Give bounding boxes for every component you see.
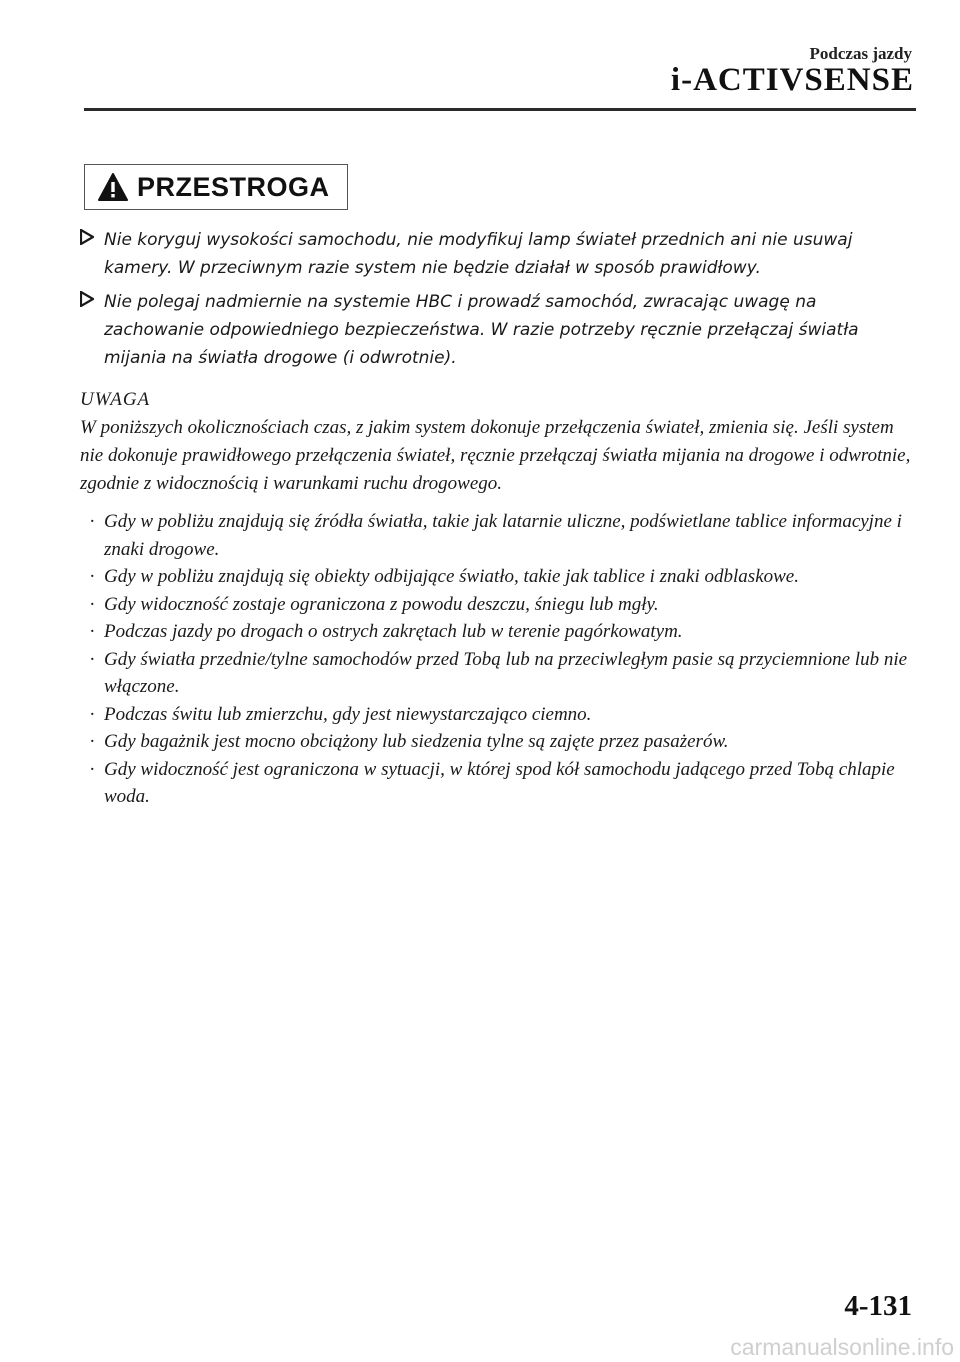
bullet-dot-icon: · [89,566,95,587]
list-item: · Gdy w pobliżu znajdują się źródła światła, takie jak latarnie uliczne, podświetlane tablice informacyjne i znaki drogowe. [80,508,920,563]
caution-list [76,226,916,378]
list-item: · Gdy bagażnik jest mocno obciążony lub siedzenia tylne są zajęte przez pasażerów. [80,728,920,756]
list-item: · Podczas jazdy po drogach o ostrych zakrętach lub w terenie pagórkowatym. [80,618,920,646]
watermark: carmanualsonline.info [730,1334,954,1360]
warning-triangle-icon [97,172,129,202]
chapter-title: i-ACTIVSENSE [670,62,914,98]
list-item: · Gdy widoczność zostaje ograniczona z powodu deszczu, śniegu lub mgły. [80,591,920,619]
section-title: Podczas jazdy [809,44,912,63]
arrow-bullet-icon [76,288,104,372]
bullet-dot-icon: · [89,621,95,642]
caution-text: Nie polegaj nadmiernie na systemie HBC i prowadź samochód, zwracając uwagę na zachowanie odpowiedniego bezpieczeństwa. W razie potrzeby ręcznie przełączaj światła mijania na światła drogowe (i odwrotnie). [104,292,859,368]
note-text: W poniższych okolicznościach czas, z jakim system dokonuje przełączenia świateł, zmienia się. Jeśli system nie dokonuje prawidłowego przełączenia świateł, ręcznie przełączaj światła mijania na drogowe i odwrotnie, zgodnie z widocznością i warunkami ruchu drogowego. [80,417,911,494]
list-item: · Podczas świtu lub zmierzchu, gdy jest niewystarczająco ciemno. [80,701,920,729]
note-label: UWAGA [80,389,151,410]
header-divider [84,108,916,111]
arrow-bullet-icon [76,226,104,282]
note-section [80,386,920,498]
caution-heading [84,164,348,210]
caution-item [76,226,916,282]
page-number: 4-131 [844,1290,912,1322]
list-item: · Gdy widoczność jest ograniczona w sytuacji, w której spod kół samochodu jadącego przed Tobą chlapie woda. [80,756,920,811]
bullet-dot-icon: · [89,511,95,532]
bullet-dot-icon: · [89,648,95,670]
list-item: · Gdy w pobliżu znajdują się obiekty odbijające światło, takie jak tablice i znaki odblaskowe. [80,563,920,591]
caution-text: Nie koryguj wysokości samochodu, nie modyfikuj lamp świateł przednich ani nie usuwaj kamery. W przeciwnym razie system nie będzie działał w sposób prawidłowy. [104,230,853,278]
caution-label: PRZESTROGA [137,171,330,202]
bullet-dot-icon: · [89,593,95,615]
bullet-dot-icon: · [89,703,95,725]
bullet-dot-icon: · [89,758,95,780]
note-bullet-list [80,508,920,811]
list-item: · Gdy światła przednie/tylne samochodów przed Tobą lub na przeciwległym pasie są przyciemnione lub nie włączone. [80,646,920,701]
caution-item [76,288,916,372]
bullet-dot-icon: · [89,731,95,752]
